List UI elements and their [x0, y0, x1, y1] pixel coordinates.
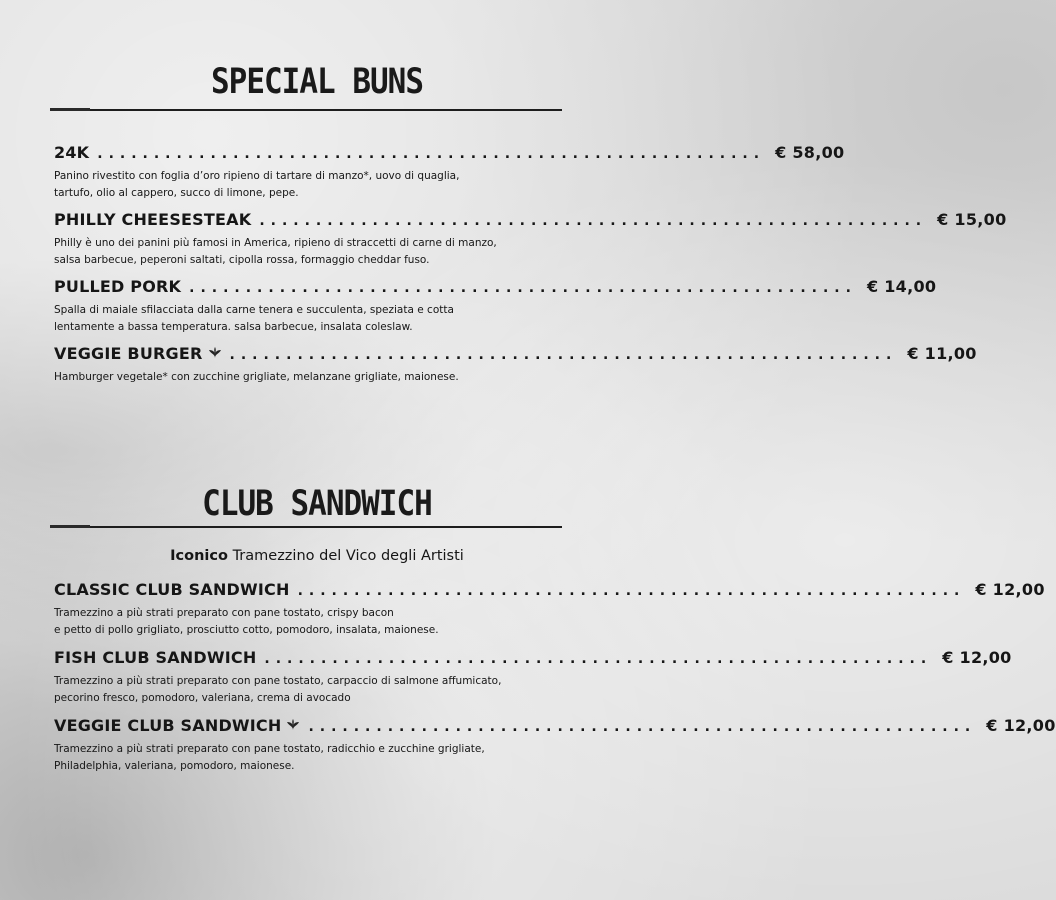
dot-leader: ...........................................................	[297, 583, 966, 599]
item-name: PULLED PORK	[54, 277, 182, 296]
item-price: € 14,00	[866, 277, 937, 296]
menu-item-veggie-burger	[54, 344, 977, 386]
menu-item-veggie-club-sandwich	[54, 716, 1056, 775]
item-description: Tramezzino a più strati preparato con pane tostato, carpaccio di salmone affumicato, pecorino fresco, pomodoro, valeriana, crema di avocado	[54, 675, 502, 704]
item-price: € 12,00	[942, 648, 1012, 667]
item-name: VEGGIE BURGER	[54, 344, 203, 363]
dot-leader: ...........................................................	[259, 213, 928, 229]
menu-item-fish-club-sandwich	[54, 648, 1012, 707]
divider	[50, 109, 562, 111]
menu-item-24k	[54, 143, 845, 202]
divider	[50, 526, 562, 528]
item-description: Tramezzino a più strati preparato con pane tostato, crispy bacon e petto di pollo grigliato, prosciutto cotto, pomodoro, insalata, maionese.	[54, 607, 439, 636]
item-price: € 12,00	[975, 580, 1045, 599]
dot-leader: ...........................................................	[229, 347, 898, 363]
dot-leader: ...........................................................	[264, 651, 933, 667]
menu-item-philly-cheesesteak	[54, 210, 1007, 269]
item-description: Hamburger vegetale* con zucchine grigliate, melanzane grigliate, maionese.	[54, 371, 459, 383]
menu-item-classic-club-sandwich	[54, 580, 1045, 639]
section-title-special-buns: SPECIAL BUNS	[211, 61, 423, 103]
item-price: € 58,00	[775, 143, 845, 162]
section-subtitle: Iconico Tramezzino del Vico degli Artisti	[170, 548, 464, 564]
item-price: € 15,00	[937, 210, 1007, 229]
dot-leader: ...........................................................	[189, 280, 857, 296]
menu-item-pulled-pork	[54, 277, 937, 336]
item-name: VEGGIE CLUB SANDWICH	[54, 716, 282, 735]
dot-leader: ...........................................................	[308, 719, 977, 735]
item-description: Tramezzino a più strati preparato con pane tostato, radicchio e zucchine grigliate, Philadelphia, valeriana, pomodoro, maionese.	[54, 743, 485, 772]
item-name: 24K	[54, 143, 90, 162]
item-price: € 12,00	[986, 716, 1056, 735]
item-description: Panino rivestito con foglia d’oro ripieno di tartare di manzo*, uovo di quaglia, tartufo, olio al cappero, succo di limone, pepe.	[54, 170, 460, 199]
item-name: FISH CLUB SANDWICH	[54, 648, 257, 667]
leaf-icon	[286, 718, 300, 735]
leaf-icon	[208, 346, 222, 363]
item-description: Philly è uno dei panini più famosi in America, ripieno di straccetti di carne di manzo, salsa barbecue, peperoni saltati, cipolla rossa, formaggio cheddar fuso.	[54, 237, 497, 266]
item-name: PHILLY CHEESESTEAK	[54, 210, 252, 229]
item-description: Spalla di maiale sfilacciata dalla carne tenera e succulenta, speziata e cotta lentamente a bassa temperatura. salsa barbecue, insalata coleslaw.	[54, 304, 454, 333]
item-name: CLASSIC CLUB SANDWICH	[54, 580, 290, 599]
dot-leader: ...........................................................	[97, 146, 766, 162]
section-title-club-sandwich: CLUB SANDWICH	[202, 483, 432, 525]
item-price: € 11,00	[907, 344, 977, 363]
